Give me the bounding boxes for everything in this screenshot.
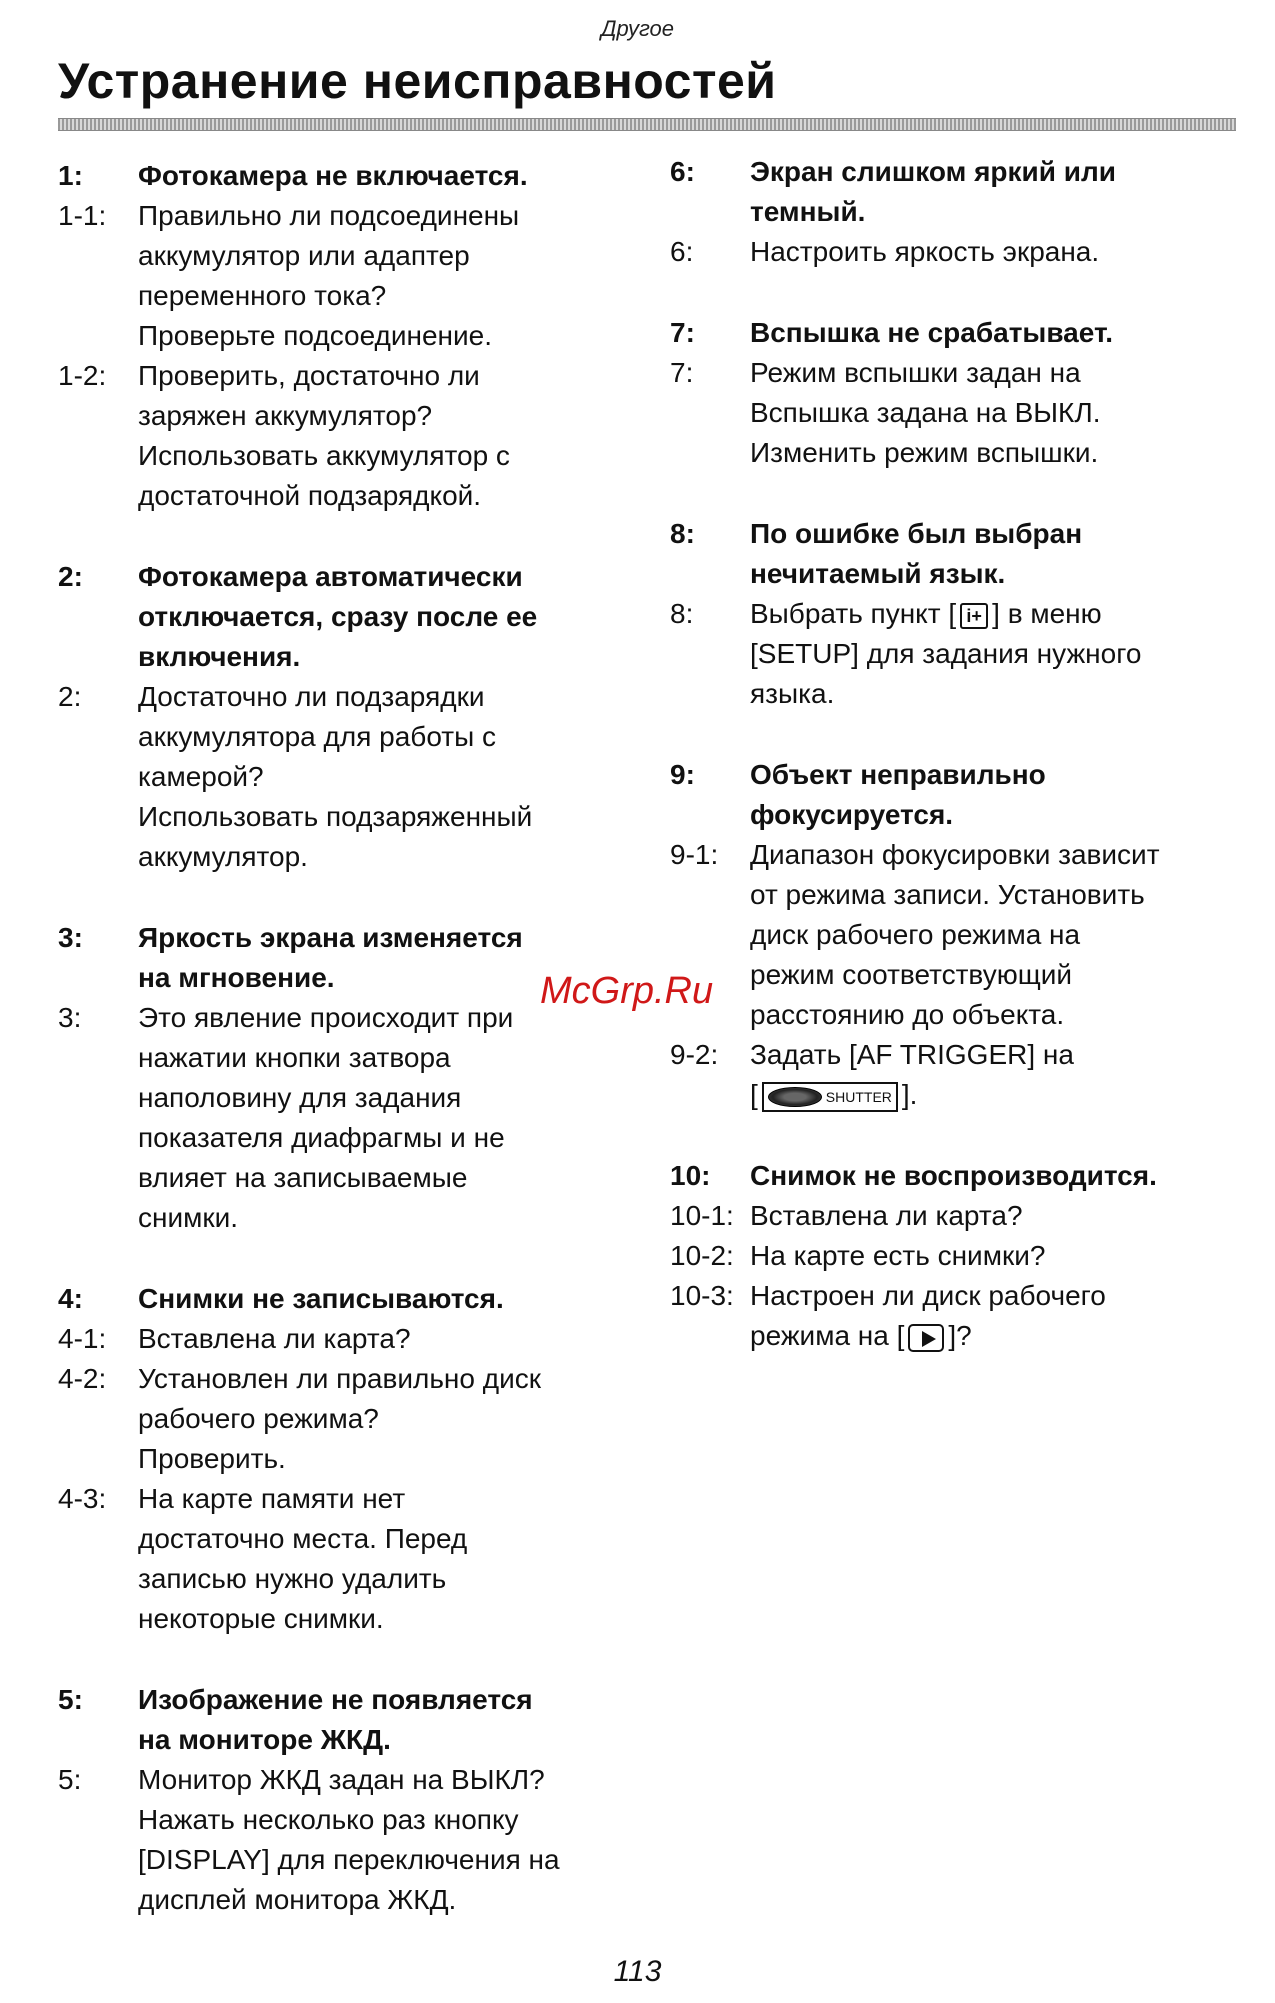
item-text-line: Вставлена ли карта? [138,1323,411,1354]
item-text-line: рабочего режима? [138,1403,379,1434]
item-answer [670,1075,1245,1115]
inline-text: Выбрать пункт [ [750,598,957,629]
item-answer [58,276,648,316]
item-text-line: камерой? [138,761,264,792]
item-text-line: снимки. [138,1202,239,1233]
item-number: 6: [670,156,695,187]
item-number: 4-2: [58,1363,107,1394]
item-answer [58,1439,648,1479]
item-number [58,1720,138,1760]
item-answer [670,1316,1245,1356]
item-answer [58,757,648,797]
troubleshoot-item [58,918,648,1238]
troubleshoot-item [670,313,1245,473]
item-answer [58,797,648,837]
troubleshoot-item [670,514,1245,714]
troubleshoot-item [58,557,648,877]
item-text-line [750,594,1245,634]
inline-text: режима на [ [750,1320,905,1351]
item-answer [670,875,1245,915]
item-text-line: переменного тока? [138,280,387,311]
item-answer [58,1118,648,1158]
item-text-line: Диапазон фокусировки зависит [750,839,1160,870]
inline-text: ]? [948,1320,972,1351]
item-heading [58,156,648,196]
item-text-line: диск рабочего режима на [750,919,1081,950]
item-number [58,396,138,436]
item-number: 3: [58,922,83,953]
shutter-button-icon [762,1082,898,1112]
item-number [670,875,750,915]
item-answer [58,1479,648,1519]
item-answer [58,677,648,717]
item-number [58,1559,138,1599]
item-number [58,476,138,516]
item-text-line: нажатии кнопки затвора [138,1042,451,1073]
watermark: McGrp.Ru [540,970,714,1012]
item-number: 5: [58,1684,83,1715]
troubleshoot-item [670,755,1245,1115]
item-heading-line: Экран слишком яркий или [750,156,1116,187]
item-number [58,1198,138,1238]
item-number [670,674,750,714]
item-answer [58,1399,648,1439]
item-text-line: Использовать аккумулятор с [138,440,510,471]
item-number: 8: [670,598,694,629]
item-number [58,316,138,356]
item-number [58,1599,138,1639]
item-text-line: Вспышка задана на ВЫКЛ. [750,397,1101,428]
item-text-line: Нажать несколько раз кнопку [138,1804,519,1835]
item-number [58,1078,138,1118]
item-text-line: аккумулятор. [138,841,308,872]
item-answer [58,316,648,356]
item-number: 2: [58,561,83,592]
item-number: 1: [58,160,83,191]
info-plus-icon: i+ [960,603,988,629]
shutter-label: SHUTTER [825,1088,892,1105]
item-text-line: показателя диафрагмы и не [138,1122,505,1153]
item-text-line: от режима записи. Установить [750,879,1145,910]
item-answer [670,393,1245,433]
item-heading-line: темный. [750,196,866,227]
item-answer [58,1800,648,1840]
inline-text: ]. [901,1079,918,1110]
item-answer [670,995,1245,1035]
item-answer [670,594,1245,634]
item-text-line: языка. [750,678,835,709]
right-column [670,152,1245,1397]
item-number [670,554,750,594]
item-number [58,1439,138,1479]
item-answer [58,396,648,436]
item-number [670,634,750,674]
left-column [58,156,648,1961]
item-text-line: некоторые снимки. [138,1603,384,1634]
item-answer [58,1158,648,1198]
item-text-line: Режим вспышки задан на [750,357,1081,388]
item-answer [58,1519,648,1559]
item-text-line: расстоянию до объекта. [750,999,1065,1030]
item-answer [58,476,648,516]
item-heading-line: Фотокамера автоматически [138,561,523,592]
item-heading-line: Снимки не записываются. [138,1283,504,1314]
item-answer [58,1599,648,1639]
item-number [58,276,138,316]
item-answer [58,436,648,476]
item-number [58,1840,138,1880]
item-heading [58,1279,648,1319]
item-number [58,236,138,276]
item-heading [670,755,1245,795]
inline-text: [ [750,1079,758,1110]
item-text-line: Проверьте подсоединение. [138,320,493,351]
item-heading [670,514,1245,554]
item-heading-line: Яркость экрана изменяется [138,922,523,953]
item-heading-line: на мониторе ЖКД. [138,1724,391,1755]
item-number: 1-2: [58,360,107,391]
item-heading-line: Вспышка не срабатывает. [750,317,1113,348]
item-number [58,958,138,998]
item-text-line: режим соответствующий [750,959,1073,990]
item-heading [670,1156,1245,1196]
item-heading [58,557,648,597]
item-heading [670,795,1245,835]
item-number: 1-1: [58,200,107,231]
item-answer [670,1035,1245,1075]
item-text-line [750,1316,1245,1356]
troubleshoot-item [670,1156,1245,1356]
item-number: 10-3: [670,1280,734,1311]
item-answer [58,837,648,877]
item-number [58,797,138,837]
item-heading-line: Снимок не воспроизводится. [750,1160,1157,1191]
item-text-line: [SETUP] для задания нужного [750,638,1142,669]
item-answer [58,1198,648,1238]
item-number [670,1075,750,1115]
item-number [670,915,750,955]
item-heading-line: Фотокамера не включается. [138,160,528,191]
item-number: 6: [670,236,694,267]
item-answer [58,1880,648,1920]
item-heading-line: Объект неправильно [750,759,1046,790]
item-answer [58,1078,648,1118]
item-answer [670,915,1245,955]
item-number [58,1118,138,1158]
item-answer [670,835,1245,875]
item-answer [670,674,1245,714]
item-number: 7: [670,357,694,388]
item-text-line: заряжен аккумулятор? [138,400,433,431]
item-number: 9: [670,759,695,790]
item-text-line: достаточно места. Перед [138,1523,468,1554]
item-text-line: Правильно ли подсоединены [138,200,520,231]
item-text-line: Изменить режим вспышки. [750,437,1099,468]
item-heading-line: отключается, сразу после ее [138,601,538,632]
item-answer [58,1559,648,1599]
item-answer [670,955,1245,995]
item-text-line: достаточной подзарядкой. [138,480,482,511]
item-number: 9-1: [670,839,719,870]
title-underline-bar [58,118,1236,131]
item-text-line: аккумулятора для работы с [138,721,497,752]
item-number [58,1519,138,1559]
item-number [670,795,750,835]
item-answer [670,1236,1245,1276]
item-text-line: Задать [AF TRIGGER] на [750,1039,1074,1070]
inline-text: ] в меню [992,598,1102,629]
item-number: 4: [58,1283,83,1314]
item-text-line: Использовать подзаряженный [138,801,533,832]
item-answer [58,1319,648,1359]
item-answer [58,1840,648,1880]
item-text-line: На карте памяти нет [138,1483,406,1514]
item-number [58,1800,138,1840]
item-heading-line: включения. [138,641,301,672]
item-number [670,433,750,473]
item-number [58,837,138,877]
item-answer [670,433,1245,473]
item-heading [58,918,648,958]
item-answer [58,196,648,236]
item-heading [670,152,1245,192]
item-number [58,1158,138,1198]
item-number [58,436,138,476]
item-answer [670,1276,1245,1316]
item-answer [58,1359,648,1399]
item-text-line: наполовину для задания [138,1082,462,1113]
item-text-line: Достаточно ли подзарядки [138,681,485,712]
item-number: 5: [58,1764,82,1795]
item-heading-line: нечитаемый язык. [750,558,1006,589]
item-text-line: На карте есть снимки? [750,1240,1046,1271]
item-text-line: Настроен ли диск рабочего [750,1280,1106,1311]
item-number [58,757,138,797]
item-heading [670,192,1245,232]
item-answer [670,1196,1245,1236]
item-answer [58,1760,648,1800]
item-heading-line: По ошибке был выбран [750,518,1083,549]
item-number [670,192,750,232]
item-answer [58,717,648,757]
item-number [58,597,138,637]
item-number: 2: [58,681,82,712]
item-number: 4-3: [58,1483,107,1514]
item-number: 3: [58,1002,82,1033]
item-number [670,393,750,433]
item-heading [58,597,648,637]
item-number [58,717,138,757]
item-text-line: Это явление происходит при [138,1002,514,1033]
item-heading-line: фокусируется. [750,799,954,830]
shutter-disc-icon [768,1087,822,1107]
page-number: 113 [613,1955,662,1988]
item-text-line: Монитор ЖКД задан на ВЫКЛ? [138,1764,545,1795]
item-text-line: дисплей монитора ЖКД. [138,1884,457,1915]
item-text-line: Проверить. [138,1443,286,1474]
item-heading [670,313,1245,353]
item-number [58,637,138,677]
page-title: Устранение неисправностей [58,53,777,109]
item-text-line: аккумулятор или адаптер [138,240,470,271]
item-text-line: влияет на записываемые [138,1162,468,1193]
item-heading [58,637,648,677]
item-number: 9-2: [670,1039,719,1070]
item-answer [58,356,648,396]
item-answer [670,353,1245,393]
item-number [58,1399,138,1439]
item-answer [670,232,1245,272]
troubleshoot-item [58,1680,648,1920]
item-text-line: Установлен ли правильно диск [138,1363,541,1394]
item-text-line [750,1075,1245,1115]
item-number: 10-1: [670,1200,734,1231]
item-number: 10-2: [670,1240,734,1271]
item-text-line: [DISPLAY] для переключения на [138,1844,560,1875]
item-number [670,1316,750,1356]
item-text-line: Проверить, достаточно ли [138,360,480,391]
item-heading [670,554,1245,594]
item-number [58,1038,138,1078]
troubleshoot-item [670,152,1245,272]
item-answer [58,1038,648,1078]
section-label: Другое [600,16,675,41]
item-heading [58,1720,648,1760]
item-number [58,1880,138,1920]
playback-icon [908,1324,944,1352]
troubleshoot-item [58,156,648,516]
item-answer [670,634,1245,674]
item-heading-line: на мгновение. [138,962,335,993]
item-heading-line: Изображение не появляется [138,1684,533,1715]
item-answer [58,236,648,276]
item-text-line: Вставлена ли карта? [750,1200,1023,1231]
item-number: 7: [670,317,695,348]
item-text-line: записью нужно удалить [138,1563,447,1594]
item-number: 10: [670,1160,711,1191]
item-heading [58,1680,648,1720]
item-number: 4-1: [58,1323,107,1354]
troubleshoot-item [58,1279,648,1639]
item-text-line: Настроить яркость экрана. [750,236,1100,267]
item-number: 8: [670,518,695,549]
